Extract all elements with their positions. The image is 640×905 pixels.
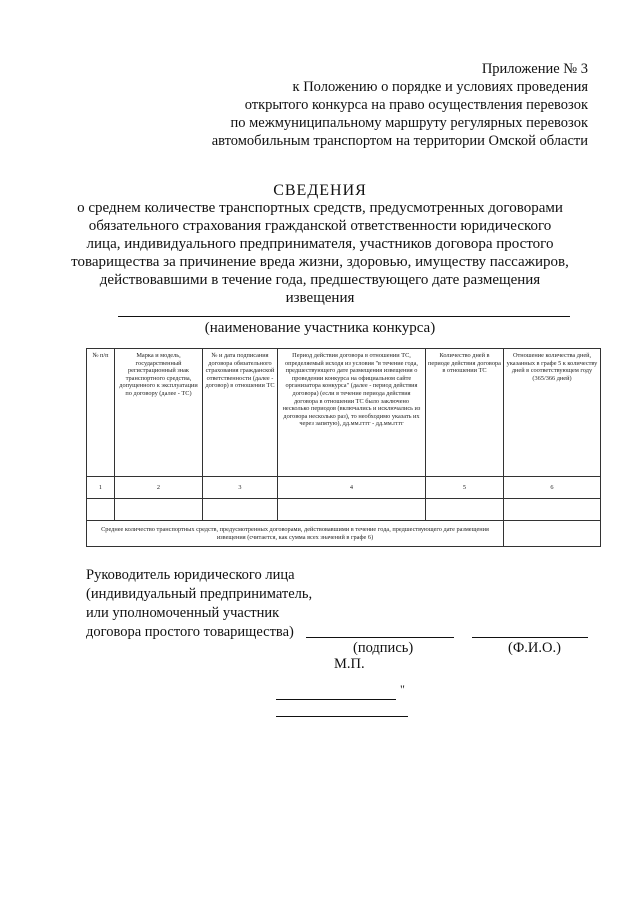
title-line-6: извещения xyxy=(285,290,355,306)
signature-caption: (подпись) xyxy=(353,640,414,656)
table-total-row xyxy=(87,521,601,547)
column-number-3: 3 xyxy=(203,477,278,499)
empty-cell xyxy=(115,499,203,521)
empty-cell xyxy=(278,499,426,521)
table-empty-row xyxy=(87,499,601,521)
empty-cell xyxy=(426,499,504,521)
participant-name-line xyxy=(118,316,570,317)
appendix-number: Приложение № 3 xyxy=(481,61,588,77)
table-header-row xyxy=(87,349,601,477)
average-count-label: Среднее количество транспортных средств, предусмотренных договорами, действовавшими в течение года, предшествующего дате размещения извещения (считается, как сумма всех значений в графе 6) xyxy=(87,521,504,547)
document-heading: СВЕДЕНИЯ xyxy=(273,182,367,199)
column-header-days: Количество дней в периоде действия договора в отношении ТС xyxy=(426,349,504,477)
signer-line-4: договора простого товарищества) xyxy=(86,624,294,640)
signature-line xyxy=(306,637,454,638)
column-header-contract: № и дата подписания договора обязательного страхования гражданской ответственности (далее - договор) в отношении ТС xyxy=(203,349,278,477)
full-name-caption: (Ф.И.О.) xyxy=(508,640,561,656)
column-header-ratio: Отношение количества дней, указанных в графе 5 к количеству дней в соответствующем году (365/366 дней) xyxy=(504,349,601,477)
column-number-5: 5 xyxy=(426,477,504,499)
column-number-6: 6 xyxy=(504,477,601,499)
header-line-2: открытого конкурса на право осуществления перевозок xyxy=(244,97,588,113)
column-number-2: 2 xyxy=(115,477,203,499)
signer-line-3: или уполномоченный участник xyxy=(86,605,280,621)
signer-line-1: Руководитель юридического лица xyxy=(86,567,295,583)
stamp-placeholder: М.П. xyxy=(334,656,365,672)
date-day-line xyxy=(276,699,396,700)
column-number-1: 1 xyxy=(87,477,115,499)
signer-line-2: (индивидуальный предприниматель, xyxy=(86,586,313,602)
header-line-3: по межмуниципальному маршруту регулярных перевозок xyxy=(230,115,588,131)
column-header-number: № п/п xyxy=(87,349,115,477)
title-line-1: о среднем количестве транспортных средств, предусмотренных договорами xyxy=(77,200,563,216)
header-line-4: автомобильным транспортом на территории Омской области xyxy=(211,133,588,149)
empty-cell xyxy=(203,499,278,521)
date-quote-mark: " xyxy=(400,682,405,696)
vehicles-table xyxy=(86,348,601,547)
average-count-value xyxy=(504,521,601,547)
header-line-1: к Положению о порядке и условиях проведения xyxy=(292,79,588,95)
title-line-4: товарищества за причинение вреда жизни, здоровью, имуществу пассажиров, xyxy=(71,254,569,270)
column-header-vehicle: Марка и модель, государственный регистрационный знак транспортного средства, допущенного к эксплуатации по договору (далее - ТС) xyxy=(115,349,203,477)
empty-cell xyxy=(87,499,115,521)
date-month-line xyxy=(276,716,408,717)
title-line-5: действовавшими в течение года, предшествующего дате размещения xyxy=(99,272,541,288)
title-line-3: лица, индивидуального предпринимателя, участников договора простого xyxy=(86,236,554,252)
full-name-line xyxy=(472,637,588,638)
column-number-4: 4 xyxy=(278,477,426,499)
title-line-2: обязательного страхования гражданской ответственности юридического xyxy=(88,218,552,234)
table-number-row xyxy=(87,477,601,499)
column-header-period: Период действия договора в отношении ТС, определяемый исходя из условия "в течение года, предшествующего дате размещения извещения о проведении конкурса на официальном сайте организатора конкурса" (далее - период действия договора) (если в течение периода действия договора в отношении ТС было заключено несколько периодов (включались и исключались из договора несколько раз), то необходимо указать их через запятую), дд.мм.гггг - дд.мм.гггг xyxy=(278,349,426,477)
participant-caption: (наименование участника конкурса) xyxy=(204,320,436,336)
empty-cell xyxy=(504,499,601,521)
